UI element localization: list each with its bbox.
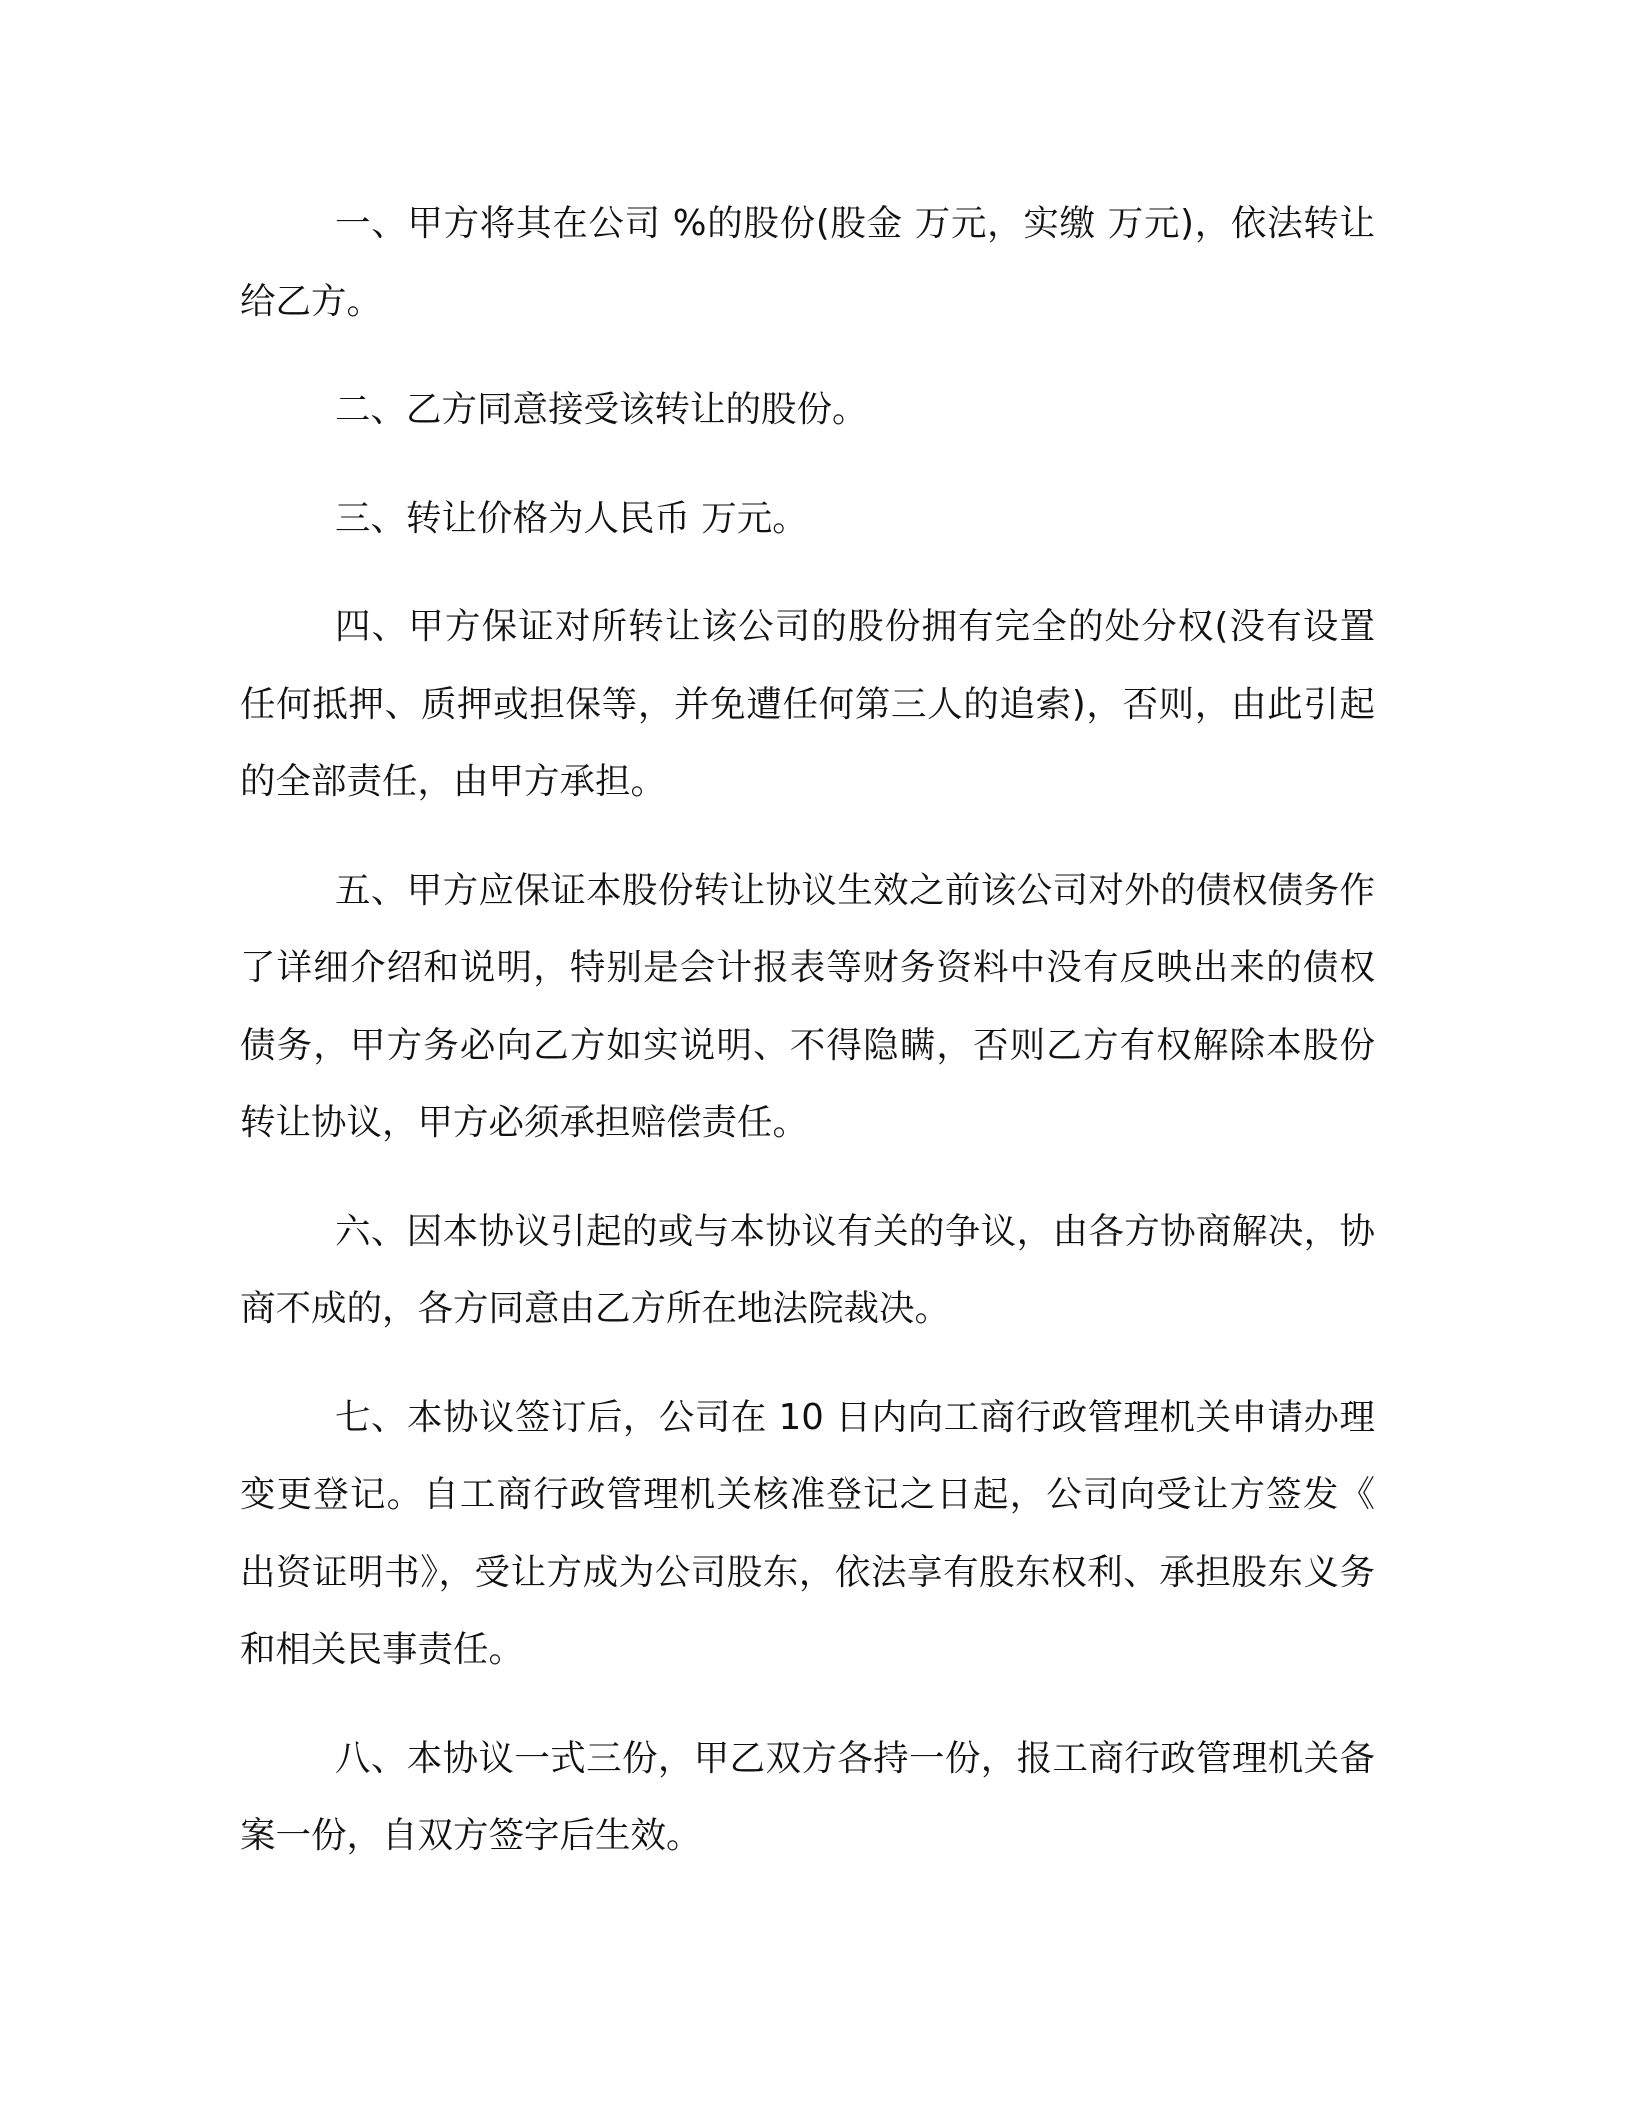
clause-1: 一、甲方将其在公司 %的股份(股金 万元，实缴 万元)，依法转让给乙方。 — [240, 203, 1375, 322]
clause-6: 六、因本协议引起的或与本协议有关的争议，由各方协商解决，协商不成的，各方同意由乙方所在地法院裁决。 — [240, 1210, 1375, 1329]
clause-8: 八、本协议一式三份，甲乙双方各持一份，报工商行政管理机关备案一份，自双方签字后生效。 — [240, 1737, 1375, 1856]
clause-4: 四、甲方保证对所转让该公司的股份拥有完全的处分权(没有设置任何抵押、质押或担保等，并免遭任何第三人的追索)，否则，由此引起的全部责任，由甲方承担。 — [240, 606, 1375, 802]
agreement-body — [240, 185, 1375, 1906]
clause-3: 三、转让价格为人民币 万元。 — [335, 497, 808, 539]
clause-5: 五、甲方应保证本股份转让协议生效之前该公司对外的债权债务作了详细介绍和说明，特别是会计报表等财务资料中没有反映出来的债权债务，甲方务必向乙方如实说明、不得隐瞒，否则乙方有权解除本股份转让协议，甲方必须承担赔偿责任。 — [240, 869, 1375, 1143]
clause-2: 二、乙方同意接受该转让的股份。 — [335, 389, 868, 430]
clause-7: 七、本协议签订后，公司在 10 日内向工商行政管理机关申请办理变更登记。自工商行政管理机关核准登记之日起，公司向受让方签发《出资证明书》，受让方成为公司股东，依法享有股东权利、承担股东义务和相关民事责任。 — [240, 1396, 1375, 1670]
